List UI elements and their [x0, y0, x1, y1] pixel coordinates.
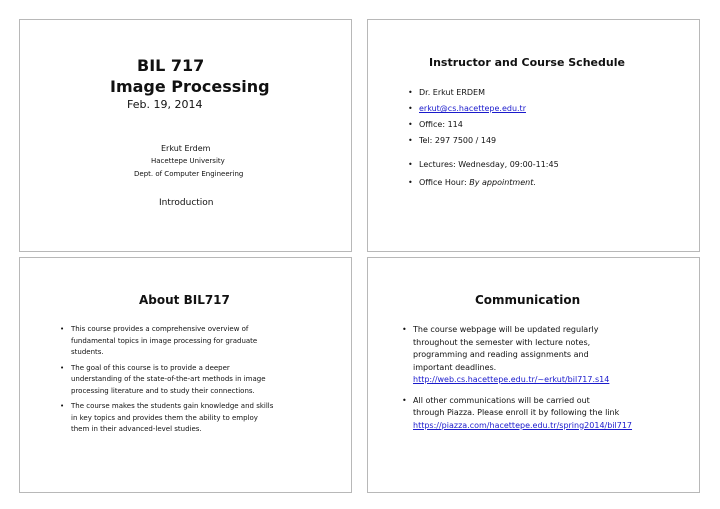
- bullet-text: This course provides a comprehensive overview of: [71, 325, 249, 333]
- list-item: [60, 324, 273, 359]
- author-name: Erkut Erdem: [161, 144, 211, 153]
- list-item: [408, 133, 526, 149]
- piazza-link[interactable]: https://piazza.com/hacettepe.edu.tr/spring2014/bil717: [413, 420, 633, 430]
- slide-instructor-schedule: [367, 19, 700, 252]
- list-item: [402, 395, 632, 433]
- instructor-name: Dr. Erkut ERDEM: [419, 88, 486, 97]
- bullet-text: The course webpage will be updated regularly: [413, 325, 599, 334]
- bullet-text: fundamental topics in image processing for graduate: [71, 336, 258, 345]
- bullet-icon: •: [60, 363, 65, 372]
- bullet-text: The course makes the students gain knowledge and skills: [71, 402, 274, 410]
- bullet-icon: •: [402, 325, 407, 334]
- course-code: BIL 717: [137, 56, 205, 75]
- course-webpage-link[interactable]: http://web.cs.hacettepe.edu.tr/~erkut/bil717.s14: [413, 375, 610, 384]
- bullet-icon: •: [408, 136, 413, 145]
- list-item: [60, 401, 273, 436]
- list-item: [60, 363, 273, 398]
- bullet-text: through Piazza. Please enroll it by following the link: [413, 408, 620, 417]
- email-link[interactable]: erkut@cs.hacettepe.edu.tr: [419, 104, 526, 113]
- bullet-text: important deadlines.: [413, 362, 497, 372]
- bullet-icon: •: [408, 104, 413, 113]
- slide-heading: Communication: [475, 293, 581, 307]
- bullet-text: throughout the semester with lecture notes,: [413, 337, 591, 347]
- bullet-text: in key topics and provides them the ability to employ: [71, 413, 258, 422]
- bullet-icon: •: [408, 120, 413, 129]
- list-item: [408, 156, 559, 174]
- list-item: [408, 174, 559, 192]
- slide-heading: Instructor and Course Schedule: [429, 56, 625, 69]
- lecture-topic: Introduction: [159, 198, 214, 208]
- bullet-text: them in their advanced-level studies.: [71, 425, 202, 433]
- bullet-text: The goal of this course is to provide a deeper: [71, 363, 230, 372]
- bullet-icon: •: [60, 325, 65, 333]
- office-number: Office: 114: [419, 120, 463, 129]
- bullet-icon: •: [402, 395, 407, 405]
- schedule-list: [408, 156, 559, 192]
- about-list: [60, 324, 273, 436]
- list-item: [408, 85, 526, 101]
- slide-communication: [367, 257, 700, 493]
- list-item: [402, 324, 632, 387]
- university-name: Hacettepe University: [151, 157, 225, 165]
- bullet-text: processing literature and to study their connections.: [71, 386, 255, 395]
- bullet-text: All other communications will be carried out: [413, 395, 590, 405]
- bullet-icon: •: [408, 178, 413, 187]
- lecture-date: Feb. 19, 2014: [127, 98, 203, 111]
- slide-heading: About BIL717: [139, 293, 230, 307]
- communication-list: [402, 324, 632, 432]
- telephone: Tel: 297 7500 / 149: [419, 136, 497, 145]
- list-item: [408, 101, 526, 117]
- department-name: Dept. of Computer Engineering: [134, 170, 244, 178]
- bullet-icon: •: [60, 402, 65, 410]
- slide-about: [19, 257, 352, 493]
- office-hour-label: Office Hour:: [419, 178, 467, 187]
- bullet-text: programming and reading assignments and: [413, 350, 589, 359]
- course-name: Image Processing: [110, 77, 270, 96]
- list-item: [408, 117, 526, 133]
- contact-list: [408, 85, 526, 149]
- bullet-icon: •: [408, 88, 413, 97]
- lecture-times: Lectures: Wednesday, 09:00-11:45: [419, 160, 559, 169]
- bullet-text: students.: [71, 348, 104, 356]
- office-hour-value: By appointment.: [469, 178, 536, 187]
- slide-title: [19, 19, 352, 252]
- bullet-icon: •: [408, 160, 413, 169]
- bullet-text: understanding of the state-of-the-art methods in image: [71, 375, 266, 383]
